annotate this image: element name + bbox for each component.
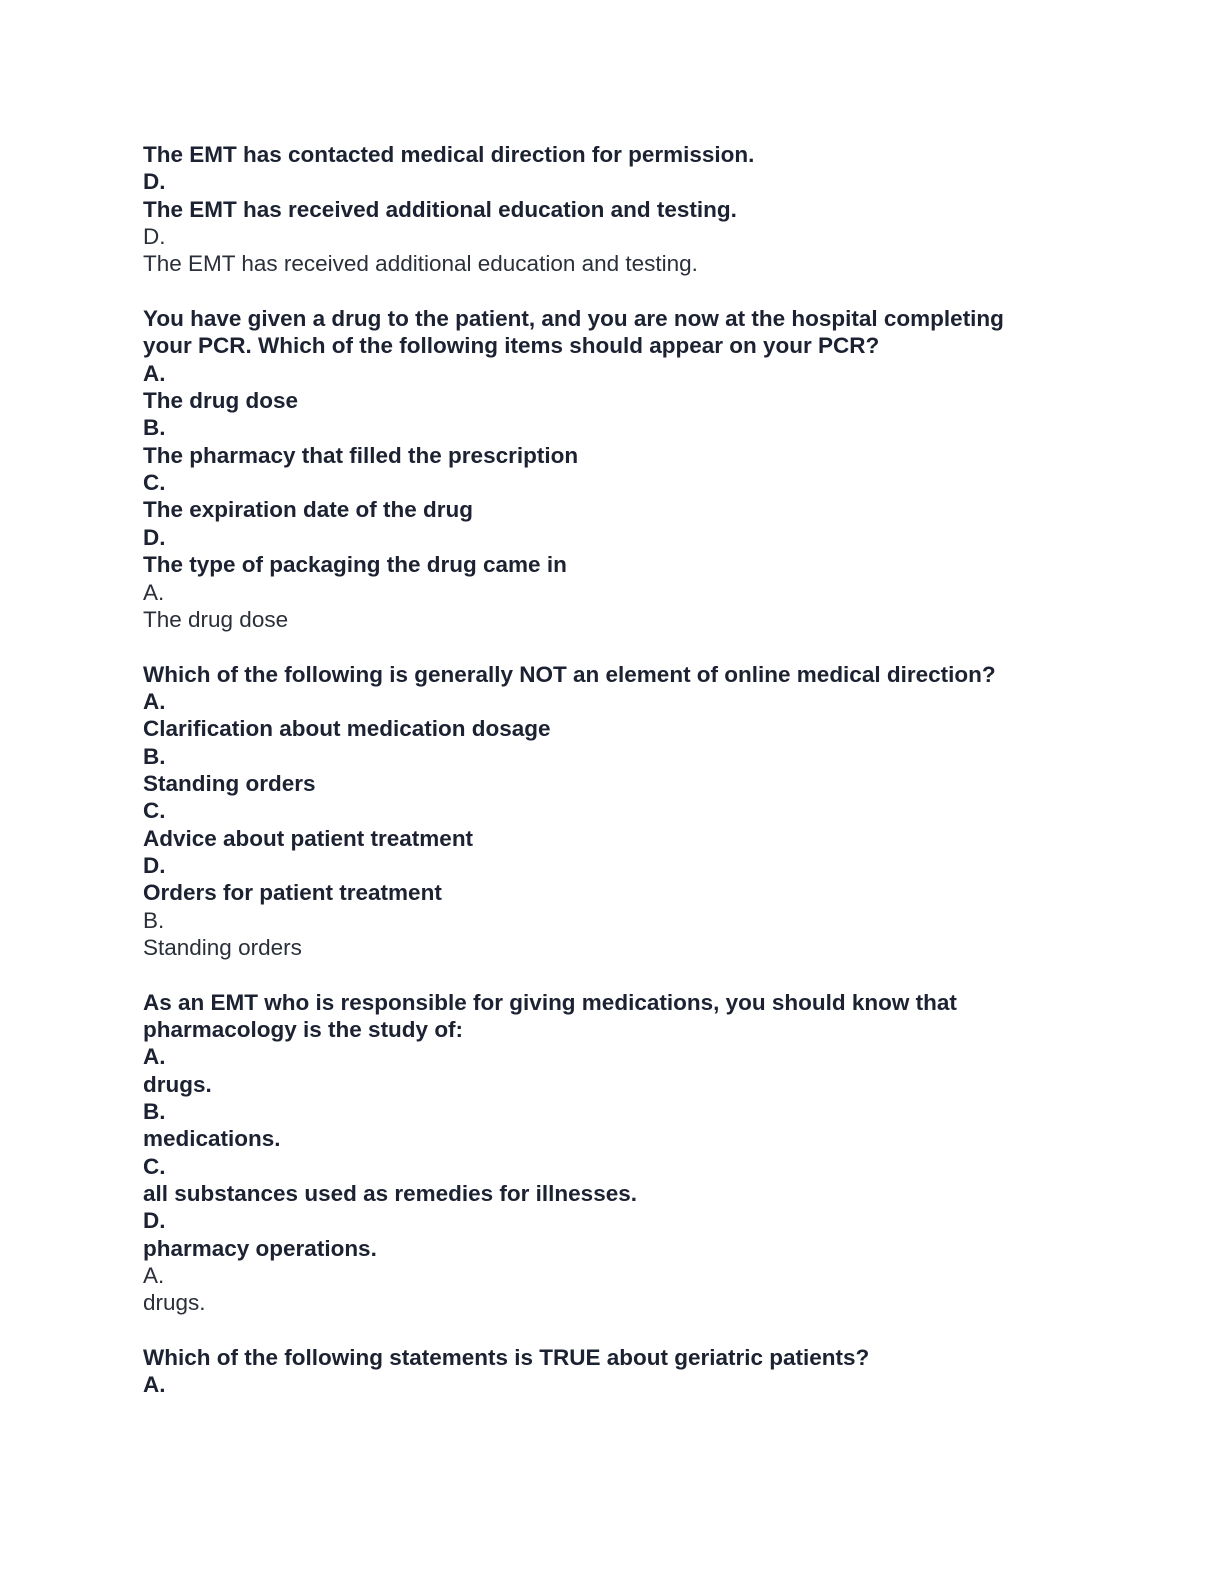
question-text-line: D. xyxy=(143,1208,166,1234)
question-text-line: Orders for patient treatment xyxy=(143,880,442,906)
question-block xyxy=(143,661,1083,962)
question-text-line: C. xyxy=(143,1153,166,1179)
question-text-line: As an EMT who is responsible for giving medications, you should know that xyxy=(143,989,957,1015)
question-text-line: Which of the following is generally NOT an element of online medical direction? xyxy=(143,661,996,687)
question-text-line: C. xyxy=(143,470,166,496)
block-spacer xyxy=(143,961,1083,988)
question-text-line: The type of packaging the drug came in xyxy=(143,552,567,578)
question-text-line: A. xyxy=(143,1044,166,1070)
answer-text-line: The drug dose xyxy=(143,606,289,632)
question-text-line: Standing orders xyxy=(143,770,316,796)
question-text-line: C. xyxy=(143,798,166,824)
question-text-line: pharmacy operations. xyxy=(143,1235,377,1261)
question-text-line: A. xyxy=(143,360,166,386)
question-text-line: medications. xyxy=(143,1126,281,1152)
question-text-line: pharmacology is the study of: xyxy=(143,1017,464,1042)
question-text-line: D. xyxy=(143,169,166,195)
answer-text-line: A. xyxy=(143,579,165,605)
question-text-line: B. xyxy=(143,743,166,769)
answer-text-line: B. xyxy=(143,907,165,933)
block-spacer xyxy=(143,278,1083,305)
question-text-line: A. xyxy=(143,1372,166,1398)
question-block xyxy=(143,989,1083,1317)
question-text-line: Which of the following statements is TRUE about geriatric patients? xyxy=(143,1345,870,1371)
question-text-line: Clarification about medication dosage xyxy=(143,716,551,742)
answer-text-line: Standing orders xyxy=(143,934,302,960)
question-text-line: D. xyxy=(143,852,166,878)
question-text-line: Advice about patient treatment xyxy=(143,825,474,851)
answer-text-line: A. xyxy=(143,1263,165,1289)
question-text-line: your PCR. Which of the following items should appear on your PCR? xyxy=(143,333,880,359)
question-text-line: The expiration date of the drug xyxy=(143,497,474,523)
question-text-line: The EMT has contacted medical direction for permission. xyxy=(143,142,755,167)
question-text-line: The EMT has received additional education and testing. xyxy=(143,196,737,222)
question-text-line: B. xyxy=(143,1099,166,1125)
question-text-line: all substances used as remedies for illnesses. xyxy=(143,1181,637,1207)
question-block xyxy=(143,1344,1083,1399)
answer-text-line: The EMT has received additional education and testing. xyxy=(143,251,698,277)
question-text-line: A. xyxy=(143,688,166,714)
block-spacer xyxy=(143,633,1083,660)
question-text-line: D. xyxy=(143,524,166,550)
question-text-line: drugs. xyxy=(143,1071,212,1097)
question-block xyxy=(143,141,1083,278)
answer-text-line: drugs. xyxy=(143,1290,206,1316)
block-spacer xyxy=(143,1317,1083,1344)
answer-text-line: D. xyxy=(143,224,166,250)
question-text-line: B. xyxy=(143,415,166,441)
question-text-line: The pharmacy that filled the prescription xyxy=(143,442,579,468)
question-block xyxy=(143,305,1083,633)
question-text-line: You have given a drug to the patient, and you are now at the hospital completing xyxy=(143,306,1004,332)
question-text-line: The drug dose xyxy=(143,388,299,414)
document-content xyxy=(143,141,1083,1399)
